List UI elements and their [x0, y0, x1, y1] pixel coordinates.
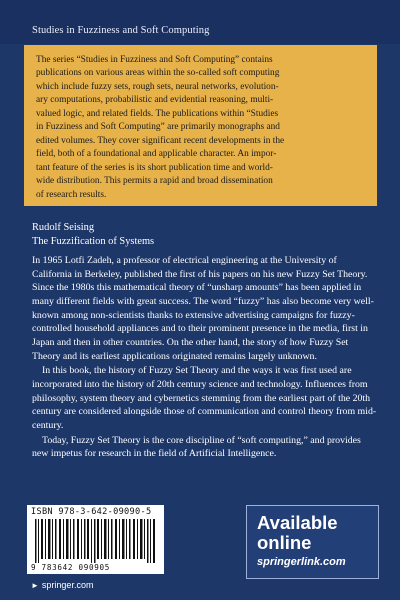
blurb-paragraph: In 1965 Lotfi Zadeh, a professor of electrical engineering at the University of California in Berkeley, published the first of his papers on his new Fuzzy Set Theory. Since the 1980s this mathematical theory of “unsharp amounts” has been applied in many different fields with great success. The word “fuzzy” has also become very well-known among non-scientists thanks to extensive advertising campaigns for fuzzy-controlled household appliances and to their prominent presence in the media, first in Japan and then in other countries. On the other hand, the story of how Fuzzy Set Theory and its earliest applications originated remains largely unknown. [32, 255, 374, 362]
series-line: tant feature of the series is its short publication time and world- [36, 162, 273, 173]
blurb-paragraph: Today, Fuzzy Set Theory is the core discipline of “soft computing,” and provides new impetus for research in the field of Artificial Intelligence. [32, 434, 361, 460]
arrow-right-icon: ► [31, 580, 39, 590]
series-description [36, 54, 369, 202]
book-author: Rudolf Seising [32, 222, 95, 233]
series-line: The series “Studies in Fuzziness and Soft Computing” contains [36, 55, 273, 65]
available-online-badge[interactable] [246, 505, 379, 579]
series-line: wide distribution. This permits a rapid and broad dissemination [36, 176, 273, 187]
online-text: online [257, 532, 312, 553]
series-line: ary computations, probabilistic and evidential reasoning, multi- [36, 95, 274, 106]
springer-link-text: springer.com [41, 580, 94, 590]
series-line: which include fuzzy sets, rough sets, neural networks, evolution- [36, 81, 279, 92]
series-line: valued logic, and related fields. The publications within “Studies [36, 108, 279, 119]
series-line: publications on various areas within the so-called soft computing [36, 68, 280, 79]
springerlink-url: springerlink.com [257, 556, 346, 568]
book-title: The Fuzzification of Systems [32, 236, 155, 247]
barcode-bars [35, 519, 157, 563]
series-line: of research results. [36, 189, 107, 200]
book-blurb [32, 254, 378, 461]
blurb-paragraph: In this book, the history of Fuzzy Set Theory and the ways it was first used are incorporated into the history of 20th century science and technology. Influences from philosophy, system theory and cybernetics stemming from the earliest part of the 20th century are considered alongside those of communication and control theory from mid-century. [32, 365, 377, 431]
series-line: in Fuzziness and Soft Computing” are primarily monographs and [36, 122, 280, 133]
series-title: Studies in Fuzziness and Soft Computing [32, 25, 210, 36]
isbn-number: ISBN 978-3-642-09090-5 [31, 507, 152, 517]
available-text: Available [257, 512, 338, 533]
isbn-barcode [27, 505, 164, 574]
series-description-box [24, 45, 377, 206]
series-line: edited volumes. They cover significant recent developments in the [36, 135, 285, 146]
series-header-bar [0, 0, 400, 44]
springer-link[interactable] [31, 580, 93, 590]
barcode-digits: 9 783642 090905 [31, 563, 111, 572]
series-line: field, both of a foundational and applicable character. An impor- [36, 149, 277, 160]
